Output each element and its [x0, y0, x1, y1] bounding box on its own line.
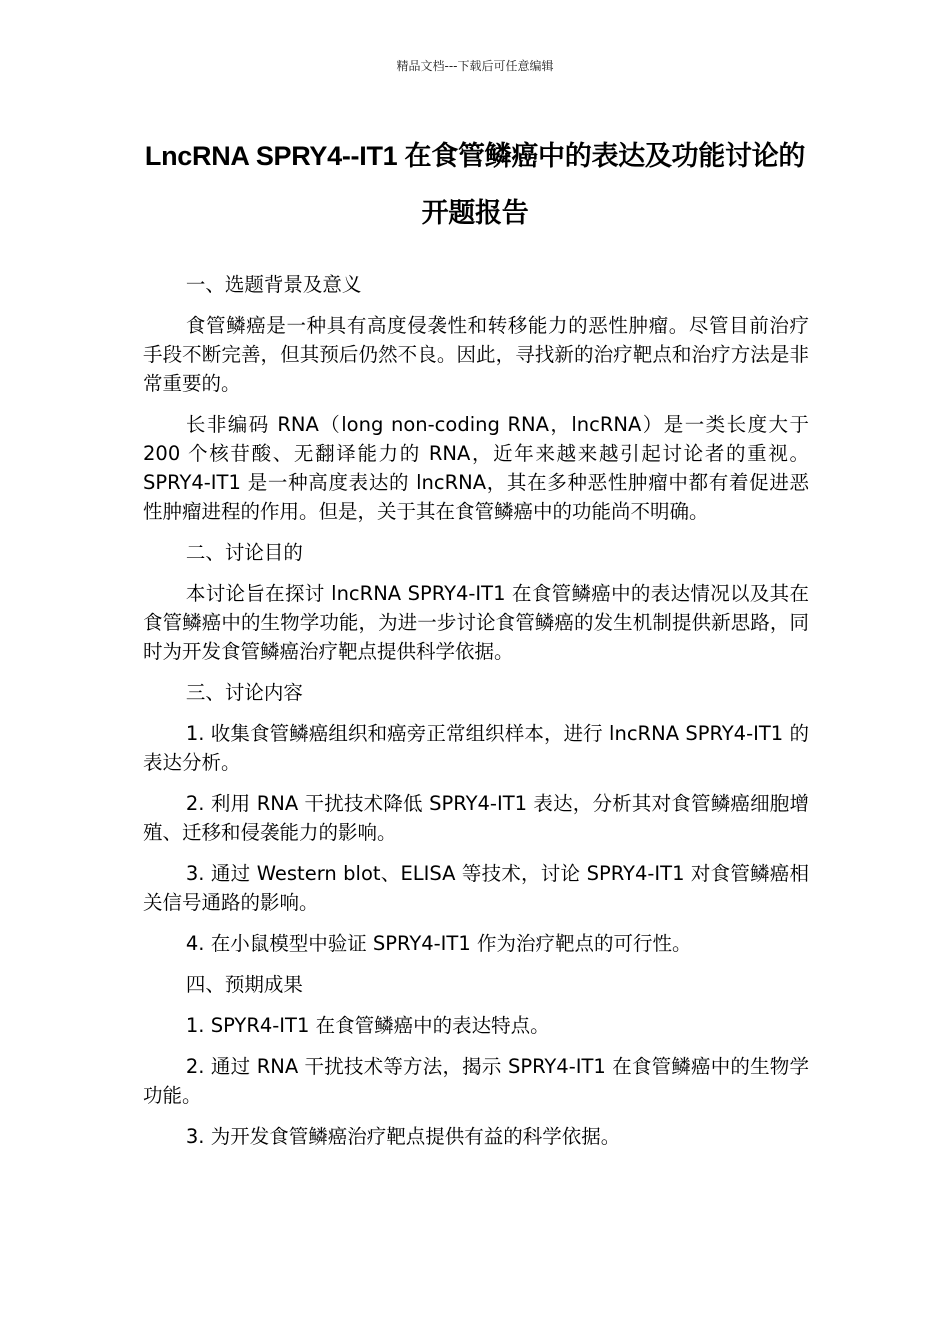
content-item-1: 1. 收集食管鳞癌组织和癌旁正常组织样本，进行 lncRNA SPRY4-IT1 的表达分析。	[143, 722, 809, 774]
paragraph-background-2: 长非编码 RNA（long non-coding RNA，lncRNA）是一类长度大于 200 个核苷酸、无翻译能力的 RNA，近年来越来越引起讨论者的重视。SPRY4-IT1 是一种高度表达的 lncRNA，其在多种恶性肿瘤中都有着促进恶性肿瘤进程的作用。但是，关于其在食管鳞癌中的功能尚不明确。	[143, 413, 809, 523]
outcome-item-3: 3. 为开发食管鳞癌治疗靶点提供有益的科学依据。	[185, 1125, 621, 1148]
content-item-2: 2. 利用 RNA 干扰技术降低 SPRY4-IT1 表达，分析其对食管鳞癌细胞增殖、迁移和侵袭能力的影响。	[143, 792, 809, 844]
outcome-item-1: 1. SPYR4-IT1 在食管鳞癌中的表达特点。	[185, 1014, 550, 1037]
content-item-4: 4. 在小鼠模型中验证 SPRY4-IT1 作为治疗靶点的可行性。	[185, 932, 692, 955]
document-title: LncRNA SPRY4--IT1 在食管鳞癌中的表达及功能讨论的开题报告	[144, 141, 806, 228]
outcome-item-2: 2. 通过 RNA 干扰技术等方法，揭示 SPRY4-IT1 在食管鳞癌中的生物学功能。	[143, 1055, 809, 1107]
paragraph-background-1: 食管鳞癌是一种具有高度侵袭性和转移能力的恶性肿瘤。尽管目前治疗手段不断完善，但其预后仍然不良。因此，寻找新的治疗靶点和治疗方法是非常重要的。	[143, 314, 809, 395]
section-heading-content: 三、讨论内容	[185, 681, 303, 704]
document-body	[143, 270, 809, 1163]
header-note: 精品文档---下载后可任意编辑	[396, 59, 554, 73]
content-item-3: 3. 通过 Western blot、ELISA 等技术，讨论 SPRY4-IT1 对食管鳞癌相关信号通路的影响。	[143, 862, 809, 914]
section-heading-background: 一、选题背景及意义	[185, 273, 362, 296]
section-heading-purpose: 二、讨论目的	[185, 541, 303, 564]
section-heading-outcomes: 四、预期成果	[185, 973, 303, 996]
paragraph-purpose: 本讨论旨在探讨 lncRNA SPRY4-IT1 在食管鳞癌中的表达情况以及其在食管鳞癌中的生物学功能，为进一步讨论食管鳞癌的发生机制提供新思路，同时为开发食管鳞癌治疗靶点提供科学依据。	[143, 582, 809, 663]
